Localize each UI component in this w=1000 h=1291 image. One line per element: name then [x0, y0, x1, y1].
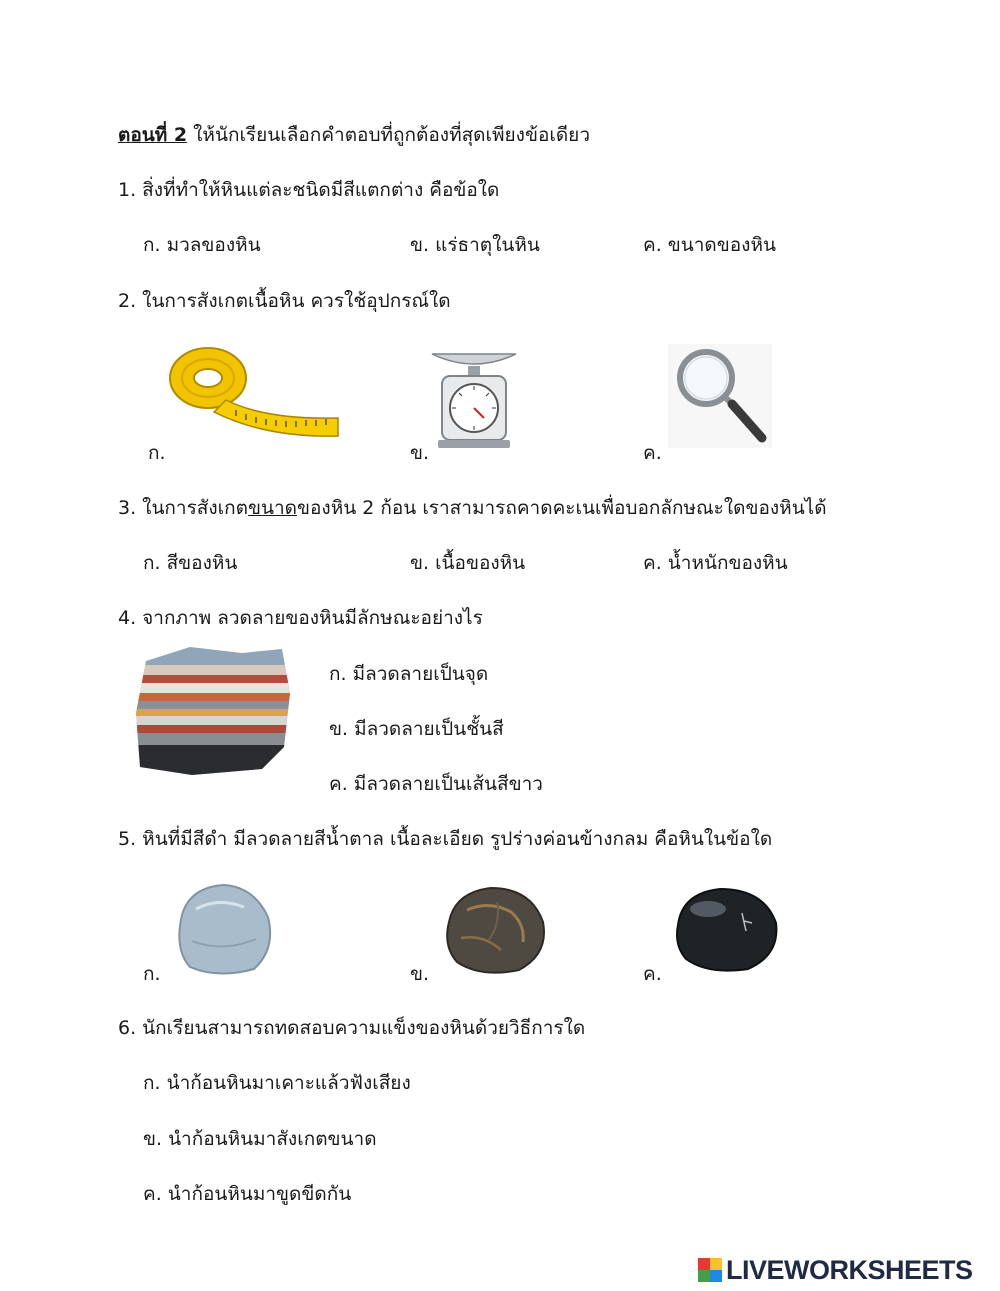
liveworksheets-logo-icon: [698, 1258, 722, 1282]
q2-label-c[interactable]: ค.: [643, 442, 662, 464]
q6-option-b[interactable]: ข. นำก้อนหินมาสังเกตขนาด: [143, 1128, 377, 1150]
q3-option-a[interactable]: ก. สีของหิน: [143, 552, 238, 574]
measuring-tape-image[interactable]: [166, 340, 341, 440]
banded-rock-image: [132, 643, 294, 779]
liveworksheets-wordmark: LIVEWORKSHEETS: [726, 1254, 973, 1285]
question-2: 2. ในการสังเกตเนื้อหิน ควรใช้อุปกรณ์ใด: [118, 290, 451, 312]
logo-square-red: [698, 1258, 710, 1270]
logo-square-green: [698, 1270, 710, 1282]
q1-option-a[interactable]: ก. มวลของหิน: [143, 234, 261, 256]
question-3-pre: 3. ในการสังเกต: [118, 497, 249, 519]
q1-option-b[interactable]: ข. แร่ธาตุในหิน: [410, 234, 540, 256]
q5-label-c[interactable]: ค.: [643, 963, 662, 985]
black-stone-image[interactable]: [672, 883, 780, 973]
question-3: [118, 496, 827, 520]
logo-square-blue: [710, 1270, 722, 1282]
question-1: 1. สิ่งที่ทำให้หินแต่ละชนิดมีสีแตกต่าง คือข้อใด: [118, 179, 500, 201]
section-header: [118, 123, 590, 147]
q6-option-c[interactable]: ค. นำก้อนหินมาขูดขีดกัน: [143, 1183, 352, 1205]
grey-stone-image[interactable]: [172, 879, 276, 977]
brown-stone-image[interactable]: [441, 882, 549, 976]
q5-label-a[interactable]: ก.: [143, 963, 161, 985]
question-3-post: ของหิน 2 ก้อน เราสามารถคาดคะเนเพื่อบอกลักษณะใดของหินได้: [297, 497, 827, 519]
kitchen-scale-image[interactable]: [428, 348, 520, 452]
question-6: 6. นักเรียนสามารถทดสอบความแข็งของหินด้วยวิธีการใด: [118, 1017, 586, 1039]
q5-label-b[interactable]: ข.: [410, 963, 430, 985]
section-label: ตอนที่ 2: [118, 124, 188, 146]
section-instruction: ให้นักเรียนเลือกคำตอบที่ถูกต้องที่สุดเพียงข้อเดียว: [187, 124, 590, 146]
q2-label-a[interactable]: ก.: [148, 442, 166, 464]
q1-option-c[interactable]: ค. ขนาดของหิน: [643, 234, 776, 256]
q6-option-a[interactable]: ก. นำก้อนหินมาเคาะแล้วฟังเสียง: [143, 1072, 411, 1094]
magnifying-glass-image[interactable]: [668, 344, 772, 448]
q3-option-b[interactable]: ข. เนื้อของหิน: [410, 552, 526, 574]
question-4: 4. จากภาพ ลวดลายของหินมีลักษณะอย่างไร: [118, 607, 483, 629]
q2-label-b[interactable]: ข.: [410, 442, 430, 464]
q4-option-c[interactable]: ค. มีลวดลายเป็นเส้นสีขาว: [329, 773, 543, 795]
question-3-underlined: ขนาด: [248, 497, 298, 519]
q4-option-a[interactable]: ก. มีลวดลายเป็นจุด: [329, 663, 489, 685]
q3-option-c[interactable]: ค. น้ำหนักของหิน: [643, 552, 788, 574]
liveworksheets-logo[interactable]: [698, 1255, 973, 1285]
q4-option-b[interactable]: ข. มีลวดลายเป็นชั้นสี: [329, 718, 504, 740]
question-5: 5. หินที่มีสีดำ มีลวดลายสีน้ำตาล เนื้อละเอียด รูปร่างค่อนข้างกลม คือหินในข้อใด: [118, 828, 773, 850]
logo-square-yellow: [710, 1258, 722, 1270]
